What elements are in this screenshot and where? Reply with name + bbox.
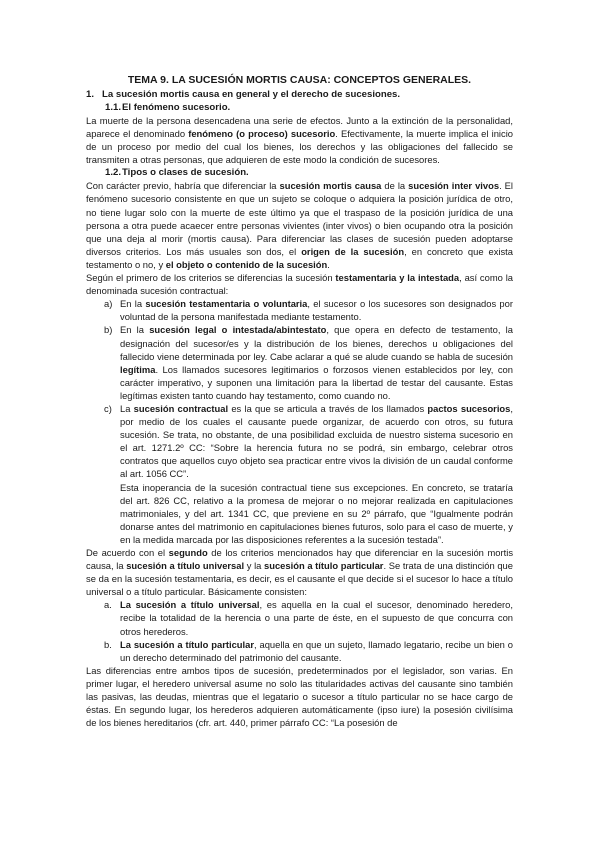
list-marker: b.	[104, 638, 112, 650]
list-item-c	[86, 402, 513, 481]
paragraph-diferencias: Las diferencias entre ambos tipos de sucesión, predeterminados por el legislador, son varias. En primer lugar, el heredero universal asume no solo las titularidades activas del causante sino también las pasivas, las deudas, mientras que el legatario o sucesor a título particular no se hace cargo de éstas. En segundo lugar, los herederos adquieren automáticamente (ipso iure) la posesión civilísima de los bienes hereditarios (cfr. art. 440, primer párrafo CC: “La posesión de	[86, 664, 513, 729]
subsection-label: El fenómeno sucesorio.	[122, 102, 231, 113]
paragraph-segundo-criterio: De acuerdo con el segundo de los criterios mencionados hay que diferenciar en la sucesión mortis causa, la sucesión a título universal y la sucesión a título particular. Se trata de una distinción que se da en la sucesión testamentaria, es decir, es el causante el que decide si el sucesor lo hace a título universal o a título particular. Básicamente consisten:	[86, 547, 514, 598]
list-item-a	[86, 297, 513, 323]
document-title: TEMA 9. LA SUCESIÓN MORTIS CAUSA: CONCEPTOS GENERALES.	[127, 74, 472, 86]
list-item-universal	[86, 598, 513, 637]
list-marker: a)	[104, 298, 113, 310]
list-item-text: La sucesión contractual es la que se articula a través de los llamados pactos sucesorios, por medio de los cuales el causante puede organizar, de acuerdo con otros, su futura sucesión. Se trata, no obstante, de una posibilidad excluida de nuestro sistema sucesorio en el art. 1271.2º CC: “Sobre la herencia futura no se podrá, sin embargo, celebrar otros contratos que aquellos cuyo objeto sea practicar entre vivos la división de un caudal conforme al art. 1056 CC”.	[120, 402, 513, 480]
list-item-b	[86, 323, 513, 402]
subsection-label: Tipos o clases de sucesión.	[122, 167, 249, 179]
list-item-c-continuation: Esta inoperancia de la sucesión contractual tiene sus excepciones. En concreto, se trataría del art. 826 CC, relativo a la promesa de mejorar o no mejorar realizada en capitulaciones matrimoniales, y del art. 1341 CC, que previene en su 2º párrafo, que “Igualmente podrán donarse antes del matrimonio en capitulaciones bienes futuros, solo para el caso de muerte, y en la medida marcada por las disposiciones referentes a la sucesión testada”.	[120, 481, 513, 545]
subsection-number: 1.1.	[105, 102, 122, 113]
section-heading-1	[86, 88, 513, 101]
list-item-text: En la sucesión legal o intestada/abintestato, que opera en defecto de testamento, la designación del sucesor/es y la distribución de los bienes, derechos u obligaciones del fallecido viene determinada por ley. Cabe aclarar a qué se alude cuando se habla de sucesión legítima. Los llamados sucesores legitimarios o forzosos vienen establecidos por ley, con carácter imperativo, y suponen una limitación para la libertad de testar del causante. Estas legítimas existen tanto cuando hay testamento, como cuando no.	[120, 324, 513, 401]
subsection-heading-1-2	[86, 166, 513, 179]
paragraph-tipos: Con carácter previo, habría que diferenciar la sucesión mortis causa de la sucesión inter vivos. El fenómeno sucesorio consistente en que un sujeto se coloque o adquiera la posición jurídica de otro, no tiene lugar solo con la muerte de este último ya que el traspaso de la posición jurídica de una persona a otra puede acaecer entre personas vivientes (inter vivos) o bien ocupando otra la posición que una deja al morir (mortis causa). Para diferenciar las clases de sucesión pueden adoptarse diversos criterios. Los más usuales son dos, el origen de la sucesión, en concreto que exista testamento o no, y el objeto o contenido de la sucesión.	[86, 180, 514, 270]
paragraph-fenomeno: La muerte de la persona desencadena una serie de efectos. Junto a la extinción de la personalidad, aparece el denominado fenómeno (o proceso) sucesorio. Efectivamente, la muerte implica el inicio de un proceso por medio del cual los bienes, los derechos y las obligaciones del fallecido se transmiten a otras personas, que adquieren de este modo la condición de sucesores.	[86, 115, 513, 166]
list-marker: b)	[104, 324, 113, 336]
list-item-text: La sucesión a título universal, es aquella en la cual el sucesor, denominado heredero, recibe la totalidad de la herencia o una parte de éste, en el supuesto de que concurra con otros herederos.	[120, 599, 513, 637]
paragraph-primer-criterio: Según el primero de los criterios se diferencias la sucesión testamentaria y la intestada, así como la denominada sucesión contractual:	[86, 272, 513, 297]
list-item-particular	[86, 638, 513, 664]
subsection-heading-1-1	[86, 101, 513, 114]
list-item-text: La sucesión a título particular, aquella en que un sujeto, llamado legatario, recibe un bien o un derecho determinado del patrimonio del causante.	[120, 638, 513, 663]
section-number: 1.	[86, 89, 95, 100]
list-marker: a.	[104, 599, 112, 611]
subsection-number: 1.2.	[105, 167, 122, 179]
list-item-text: En la sucesión testamentaria o voluntaria, el sucesor o los sucesores son designados por voluntad de la persona manifestada mediante testamento.	[120, 298, 513, 323]
list-marker: c)	[104, 402, 112, 414]
section-label: La sucesión mortis causa en general y el derecho de sucesiones.	[102, 89, 401, 100]
